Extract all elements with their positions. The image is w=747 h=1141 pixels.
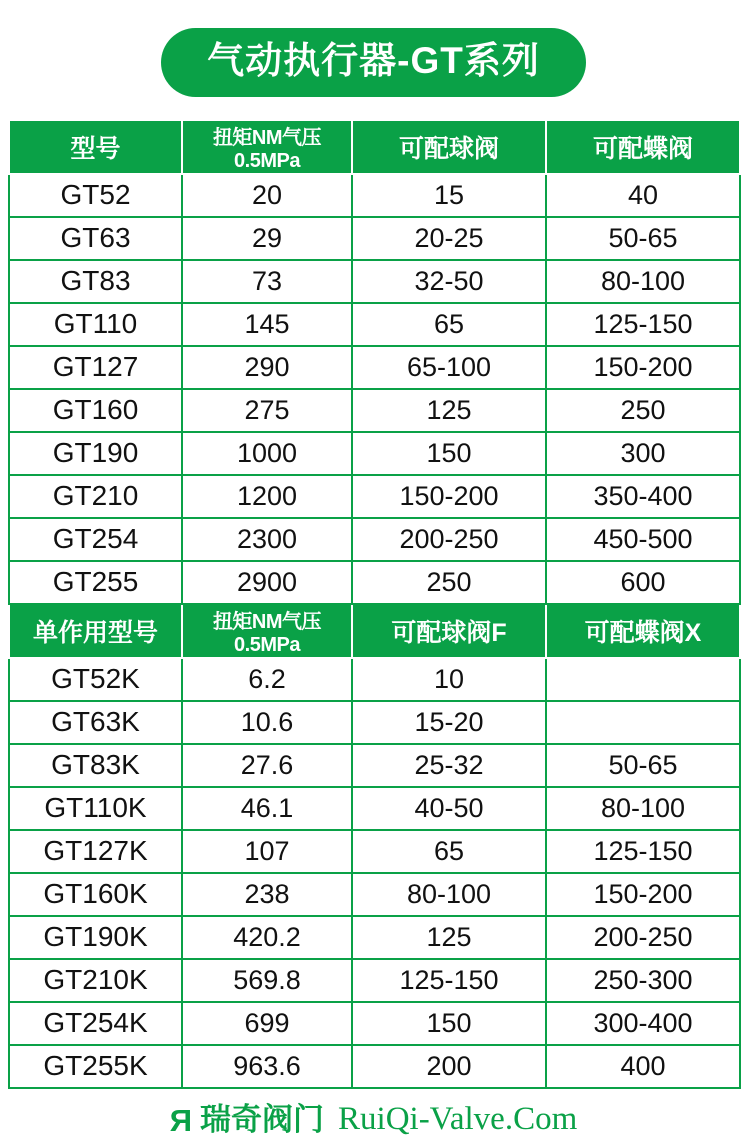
cell-torque: 2900 bbox=[182, 561, 352, 604]
cell-butterfly-valve bbox=[546, 658, 740, 701]
actuator-spec-table bbox=[8, 119, 741, 1089]
cell-model: GT83 bbox=[9, 260, 182, 303]
cell-model: GT52K bbox=[9, 658, 182, 701]
cell-ball-valve: 125-150 bbox=[352, 959, 546, 1002]
title-banner-wrap bbox=[0, 0, 747, 119]
table-row bbox=[9, 873, 740, 916]
cell-torque: 963.6 bbox=[182, 1045, 352, 1088]
cell-model: GT210 bbox=[9, 475, 182, 518]
table-row bbox=[9, 303, 740, 346]
table-row bbox=[9, 346, 740, 389]
cell-model: GT210K bbox=[9, 959, 182, 1002]
cell-torque: 2300 bbox=[182, 518, 352, 561]
table-row bbox=[9, 217, 740, 260]
cell-model: GT127K bbox=[9, 830, 182, 873]
table-row bbox=[9, 475, 740, 518]
cell-model: GT160 bbox=[9, 389, 182, 432]
cell-ball-valve: 65-100 bbox=[352, 346, 546, 389]
cell-ball-valve: 125 bbox=[352, 916, 546, 959]
cell-butterfly-valve: 450-500 bbox=[546, 518, 740, 561]
cell-butterfly-valve: 50-65 bbox=[546, 744, 740, 787]
cell-butterfly-valve: 150-200 bbox=[546, 873, 740, 916]
section-header-torque: 扭矩NM气压0.5MPa bbox=[182, 604, 352, 658]
cell-butterfly-valve: 150-200 bbox=[546, 346, 740, 389]
table-row bbox=[9, 787, 740, 830]
table-row bbox=[9, 830, 740, 873]
cell-model: GT255 bbox=[9, 561, 182, 604]
cell-torque: 73 bbox=[182, 260, 352, 303]
cell-ball-valve: 20-25 bbox=[352, 217, 546, 260]
cell-ball-valve: 200-250 bbox=[352, 518, 546, 561]
column-header-ball-valve: 可配球阀 bbox=[352, 120, 546, 174]
table-row bbox=[9, 174, 740, 217]
footer-branding bbox=[0, 1089, 747, 1136]
table-row bbox=[9, 432, 740, 475]
cell-model: GT83K bbox=[9, 744, 182, 787]
cell-ball-valve: 15-20 bbox=[352, 701, 546, 744]
cell-ball-valve: 125 bbox=[352, 389, 546, 432]
cell-torque: 10.6 bbox=[182, 701, 352, 744]
cell-model: GT255K bbox=[9, 1045, 182, 1088]
cell-torque: 1200 bbox=[182, 475, 352, 518]
cell-ball-valve: 15 bbox=[352, 174, 546, 217]
cell-ball-valve: 80-100 bbox=[352, 873, 546, 916]
cell-butterfly-valve: 125-150 bbox=[546, 830, 740, 873]
company-website: RuiQi-Valve.Com bbox=[338, 1100, 578, 1137]
cell-model: GT52 bbox=[9, 174, 182, 217]
cell-model: GT110K bbox=[9, 787, 182, 830]
cell-torque: 27.6 bbox=[182, 744, 352, 787]
cell-ball-valve: 65 bbox=[352, 830, 546, 873]
table-row bbox=[9, 518, 740, 561]
cell-torque: 107 bbox=[182, 830, 352, 873]
table-header-row bbox=[9, 120, 740, 174]
spec-table-area bbox=[0, 119, 747, 1089]
cell-butterfly-valve: 250 bbox=[546, 389, 740, 432]
table-body-double-acting bbox=[9, 174, 740, 1088]
cell-butterfly-valve: 40 bbox=[546, 174, 740, 217]
cell-model: GT110 bbox=[9, 303, 182, 346]
column-header-butterfly-valve: 可配蝶阀 bbox=[546, 120, 740, 174]
cell-model: GT160K bbox=[9, 873, 182, 916]
cell-torque: 145 bbox=[182, 303, 352, 346]
section-header-butterfly-valve: 可配蝶阀X bbox=[546, 604, 740, 658]
column-header-model: 型号 bbox=[9, 120, 182, 174]
section-header-ball-valve: 可配球阀F bbox=[352, 604, 546, 658]
cell-model: GT254K bbox=[9, 1002, 182, 1045]
table-row bbox=[9, 561, 740, 604]
cell-model: GT63 bbox=[9, 217, 182, 260]
section-header-single-acting bbox=[9, 604, 740, 658]
cell-butterfly-valve: 200-250 bbox=[546, 916, 740, 959]
cell-torque: 699 bbox=[182, 1002, 352, 1045]
table-row bbox=[9, 744, 740, 787]
cell-ball-valve: 25-32 bbox=[352, 744, 546, 787]
cell-ball-valve: 150-200 bbox=[352, 475, 546, 518]
cell-ball-valve: 250 bbox=[352, 561, 546, 604]
table-head bbox=[9, 120, 740, 174]
table-row bbox=[9, 959, 740, 1002]
cell-butterfly-valve: 600 bbox=[546, 561, 740, 604]
cell-ball-valve: 150 bbox=[352, 432, 546, 475]
column-header-torque: 扭矩NM气压0.5MPa bbox=[182, 120, 352, 174]
table-row bbox=[9, 658, 740, 701]
cell-model: GT127 bbox=[9, 346, 182, 389]
cell-butterfly-valve: 125-150 bbox=[546, 303, 740, 346]
cell-butterfly-valve: 250-300 bbox=[546, 959, 740, 1002]
section-header-model: 单作用型号 bbox=[9, 604, 182, 658]
cell-butterfly-valve: 80-100 bbox=[546, 787, 740, 830]
table-row bbox=[9, 389, 740, 432]
cell-torque: 420.2 bbox=[182, 916, 352, 959]
cell-torque: 290 bbox=[182, 346, 352, 389]
cell-torque: 275 bbox=[182, 389, 352, 432]
cell-torque: 238 bbox=[182, 873, 352, 916]
cell-butterfly-valve: 300-400 bbox=[546, 1002, 740, 1045]
cell-butterfly-valve: 80-100 bbox=[546, 260, 740, 303]
cell-butterfly-valve bbox=[546, 701, 740, 744]
cell-torque: 1000 bbox=[182, 432, 352, 475]
cell-butterfly-valve: 350-400 bbox=[546, 475, 740, 518]
cell-ball-valve: 200 bbox=[352, 1045, 546, 1088]
cell-torque: 6.2 bbox=[182, 658, 352, 701]
cell-ball-valve: 65 bbox=[352, 303, 546, 346]
cell-torque: 569.8 bbox=[182, 959, 352, 1002]
cell-torque: 46.1 bbox=[182, 787, 352, 830]
cell-torque: 29 bbox=[182, 217, 352, 260]
cell-model: GT254 bbox=[9, 518, 182, 561]
cell-ball-valve: 32-50 bbox=[352, 260, 546, 303]
table-row bbox=[9, 260, 740, 303]
cell-ball-valve: 150 bbox=[352, 1002, 546, 1045]
cell-butterfly-valve: 300 bbox=[546, 432, 740, 475]
table-row bbox=[9, 1002, 740, 1045]
page-title: 气动执行器-GT系列 bbox=[161, 28, 586, 97]
cell-torque: 20 bbox=[182, 174, 352, 217]
table-row bbox=[9, 916, 740, 959]
cell-butterfly-valve: 50-65 bbox=[546, 217, 740, 260]
table-row bbox=[9, 701, 740, 744]
cell-model: GT63K bbox=[9, 701, 182, 744]
table-row bbox=[9, 1045, 740, 1088]
cell-butterfly-valve: 400 bbox=[546, 1045, 740, 1088]
cell-model: GT190 bbox=[9, 432, 182, 475]
cell-ball-valve: 40-50 bbox=[352, 787, 546, 830]
cell-model: GT190K bbox=[9, 916, 182, 959]
company-name-cn: 瑞奇阀门 bbox=[200, 1101, 325, 1137]
cell-ball-valve: 10 bbox=[352, 658, 546, 701]
ruiqi-logo-icon: Я bbox=[169, 1102, 193, 1138]
